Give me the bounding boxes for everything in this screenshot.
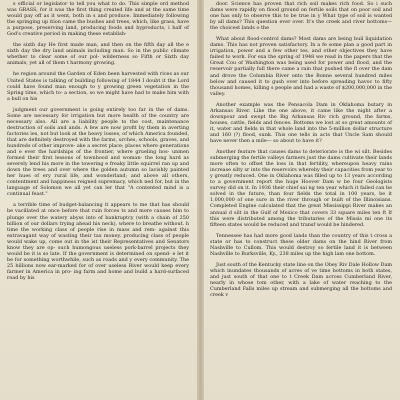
left-page [3, 0, 193, 400]
left-paragraph-1: s official or legislator to tell you what to do. This simple ord method was GRASS, for it was the first thing created life and at the same time would pay off as it went, both in s and produce. Immediately following the springing up ition came the bushes and trees, which, like grass, have a purpose, preserving land, producing foods and byproducts, i half of God's creative period in making these establish- [7, 1, 189, 38]
right-paragraph-1: door. Science has proven that rich soil makes rich food. So i such dams were rapidly on flood ground on fertile soils that on poor soil and one has only to observe this to be true in y What type of soil is wanted by all dams? This question ever over. It's the creek and river bottoms—the choicest lands o the [210, 1, 392, 32]
right-page [206, 0, 396, 400]
left-paragraph-5: a terrible time of budget-balancing it appears to me that has should be vacillated at once before that ruin forces ts and more causes him to plunge over the watery abyss into of bankruptcy (with a chain of 250 billion of our dollars trying ahead his neck), where to breathe without. h time the working class of people rise in mass and rem- against this extravagant way of wasting their tax money. producing class of people would wake up, come out in the ist their Representatives and Senators know they are op- such humongous useless pork-barrel projects they would be it is so late. If the government is determined on spend- e let it be for something worthwhile, such as roads and y every community. The 25 billions now ear-marked for of over useless River would keep every farmer in America in pro- ing farm and home and build a hard-surfaced road by his [7, 202, 189, 281]
right-paragraph-3: Another example was the Pensacola Dam in Oklahoma butary in Arkansas River. Like the one above, it came like the night after a downpour and swept the Big Arkansas Riv rich ground, the farms, houses, cattle, fields and fences. Bottoms we lost at so great amounts of it, water and fields in that whole land into the 5-million dollar structure and 160 (?) flood, sunk. This one tells in acts that Uncle Sam should have never then a mile— so about to have it? [210, 101, 392, 144]
right-paragraph-6: Just south of the Kentucky state line on the Obey Riv Dale Hollow Dam which inundates thousands of acres of ve time bottoms in both states, and just south of that one to t Creek Dam across Cumberland River, nearly in whose tom other, with a lake of water reaching to the Cumberland Falls miles up stream and submerging all the bottoms and creek v [210, 261, 392, 299]
left-paragraph-3: he region around the Garden of Eden been harvested with rices as our United States is talking of building following of 1844 I doubt it the Lord could have found man enough to y growing green vegetation in the Spring time, which to- a section, so we might have had to make him with a bull on his [7, 71, 189, 102]
right-paragraph-4: Another feature that causes dams to deteriorate is the wi silt. Besides submerging the fertile valleys farmers just the dams cultivate their lands more often to offset the loss in that fertility, whereupon heavy rains increase silty sr into the reservoirs whereby their capacities from year to y greatly reduced. One in Oklahoma was filled up to 13 years according to a government report the huge Hoover Dam w be four Geologists survey did on it. In 1936 their chief sai ng ten year which it failed can be solved in the future, than four fields the total in 100 years, be it 1,000,000 of one sure in the river through or built of the Illinoisians. Completed Engine calculated that the great Mississippi River makes an annual d silt in the Gulf of Mexico that covers 33 square miles ten ft If this were distributed among the tributaries of the Missis mi one its fifteen states would be reduced and transf would be hindered. [210, 149, 392, 228]
left-paragraph-2: the sixth day He first made man, and then on the fifth day all the e sixth day the dry land animals including man. So in the public climate whether to clear some of our pol- wilderness so Fifth or Sixth day animals, yet all of them t harmony growing. [7, 42, 189, 67]
book-spine [197, 0, 204, 400]
right-paragraph-2: What about flood-control dams? Most dams are being buil liquidation dams. This has not proven satisfactory. In a fe some plan a good part in irrigation, power and a few other tes, and other objectives they have failed to work. For exa the spring of 1948 we read in the papers that the Great Cou of Washington was being used for power and flood, and the reservoir partially full there came a rain that pushed the fl over the dam and drove the Columbia River onto the Bonne several hundred miles below and caused it to gush over into before spreading havoc to fifty thousand homes, killing s people and had a waste of $200,000,000 in the valley. [210, 36, 392, 97]
right-paragraph-5: Tennessee has had more good lands than the country of this t cross a state or has to construct these older dams on the hind River from Nashville to Cullom. This would destroy so fertile land it is between Nashville to Burksville, Ky., 238 miles up the high lam one bottom. [210, 232, 392, 257]
left-paragraph-4: judgment our government is going entirely too far in the of dams. Some are necessary for irrigation but more health of the country are necessary also. All are a liability people to the cost, maintenance destruction of soils and ands. A few are now profit by them in averting factories ies, not but look at the heavy losses, of which America founded, that are definitely destroyed with the farms, urches, schools, graves, and hundreds of other improve- ake a secret place; places where generations and e ever the hardships of the frontier, where grueling hos- unmen formed their first lessons of townhood and woman- the long hard as severely lend his more in the towering e freaky little squirrel ran up and down the trees and over where the golden autumn so lavishly painted her hues of ery rural life, and wonderland; and above all others, contentment and happiness reigned supremacy, which ned for, but in the language of Solomon we all yet can ler that "A contented mind is a continual feast." [7, 106, 189, 198]
